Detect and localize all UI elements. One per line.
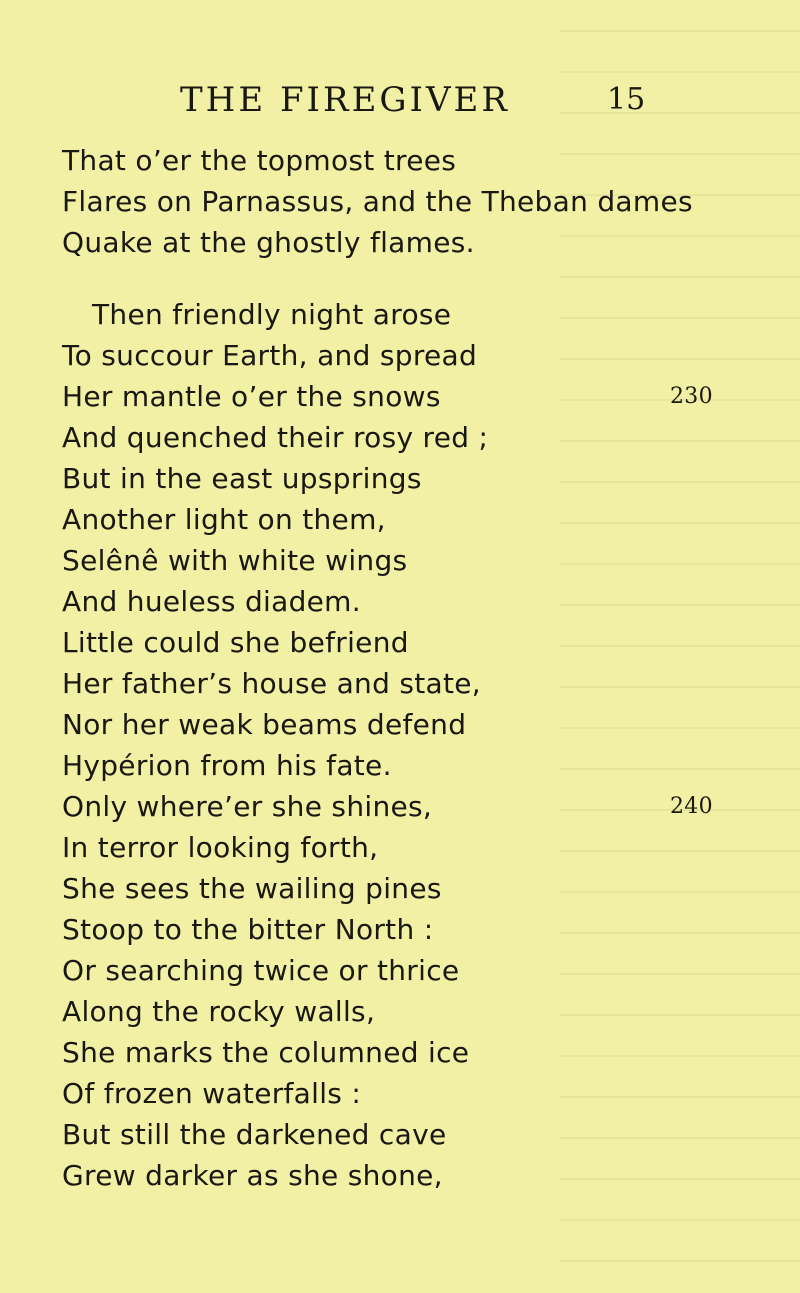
running-head-title: THE FIREGIVER: [180, 80, 510, 120]
line-number-240: 240: [670, 794, 713, 819]
poem-line-with-number: [62, 376, 713, 417]
stanza-2: [62, 294, 713, 1196]
poem-line: But in the east upsprings: [62, 462, 422, 495]
poem-line: Stoop to the bitter North :: [62, 913, 434, 946]
poem-line: Along the rocky walls,: [62, 995, 376, 1028]
poem-line: Flares on Parnassus, and the Theban dames: [62, 185, 693, 218]
poem-line: Nor her weak beams defend: [62, 708, 467, 741]
poem-line: In terror looking forth,: [62, 831, 379, 864]
poem-line: Selênê with white wings: [62, 544, 408, 577]
poem-line: That o’er the topmost trees: [62, 144, 457, 177]
page-number: 15: [607, 82, 646, 117]
poem-line: She sees the wailing pines: [62, 872, 442, 905]
poem-line: To succour Earth, and spread: [62, 339, 478, 372]
poem-line-text: Only where’er she shines,: [62, 790, 433, 823]
poem-line: And quenched their rosy red ;: [62, 421, 489, 454]
poem-line: Another light on them,: [62, 503, 386, 536]
poem-line: Then friendly night arose: [92, 298, 452, 331]
poem-line: Little could she befriend: [62, 626, 409, 659]
poem-line-with-number: [62, 786, 713, 827]
poem-line: Grew darker as she shone,: [62, 1159, 443, 1192]
stanza-1: [62, 140, 693, 263]
poem-line-text: Her mantle o’er the snows: [62, 380, 441, 413]
poem-line: Quake at the ghostly flames.: [62, 226, 475, 259]
poem-line: Hypérion from his fate.: [62, 749, 392, 782]
poem-line: She marks the columned ice: [62, 1036, 470, 1069]
running-head: [0, 80, 800, 120]
poem-line: And hueless diadem.: [62, 585, 361, 618]
poem-line: Of frozen waterfalls :: [62, 1077, 362, 1110]
poem-line: Her father’s house and state,: [62, 667, 482, 700]
poem-line: But still the darkened cave: [62, 1118, 447, 1151]
line-number-230: 230: [670, 384, 713, 409]
poem-line: Or searching twice or thrice: [62, 954, 460, 987]
